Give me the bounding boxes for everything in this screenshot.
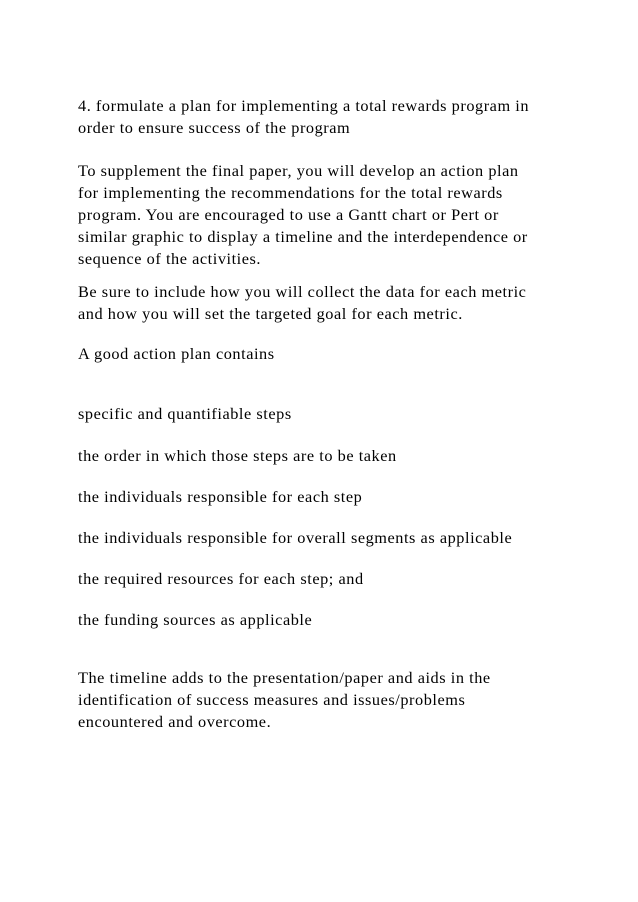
paragraph-2-line-3: program. You are encouraged to use a Gantt chart or Pert or	[78, 205, 499, 224]
paragraph-5-line-1: The timeline adds to the presentation/paper and aids in the	[78, 668, 491, 687]
paragraph-2-line-1: To supplement the final paper, you will develop an action plan	[78, 161, 519, 180]
paragraph-5-line-2: identification of success measures and issues/problems	[78, 690, 466, 709]
list-item-3: the individuals responsible for each step	[78, 487, 363, 506]
list-item-5: the required resources for each step; and	[78, 569, 364, 588]
list-item-6: the funding sources as applicable	[78, 610, 313, 629]
paragraph-1-line-2: order to ensure success of the program	[78, 118, 351, 137]
list-item-4: the individuals responsible for overall segments as applicable	[78, 528, 513, 547]
paragraph-2-line-2: for implementing the recommendations for the total rewards	[78, 183, 503, 202]
paragraph-4-line-1: A good action plan contains	[78, 344, 275, 363]
paragraph-1-line-1: 4. formulate a plan for implementing a total rewards program in	[78, 96, 530, 115]
paragraph-3-line-1: Be sure to include how you will collect the data for each metric	[78, 282, 527, 301]
paragraph-3-line-2: and how you will set the targeted goal for each metric.	[78, 304, 463, 323]
paragraph-5-line-3: encountered and overcome.	[78, 712, 272, 731]
paragraph-2-line-4: similar graphic to display a timeline and the interdependence or	[78, 227, 528, 246]
list-item-1: specific and quantifiable steps	[78, 404, 292, 423]
list-item-2: the order in which those steps are to be taken	[78, 446, 397, 465]
paragraph-2-line-5: sequence of the activities.	[78, 249, 262, 268]
